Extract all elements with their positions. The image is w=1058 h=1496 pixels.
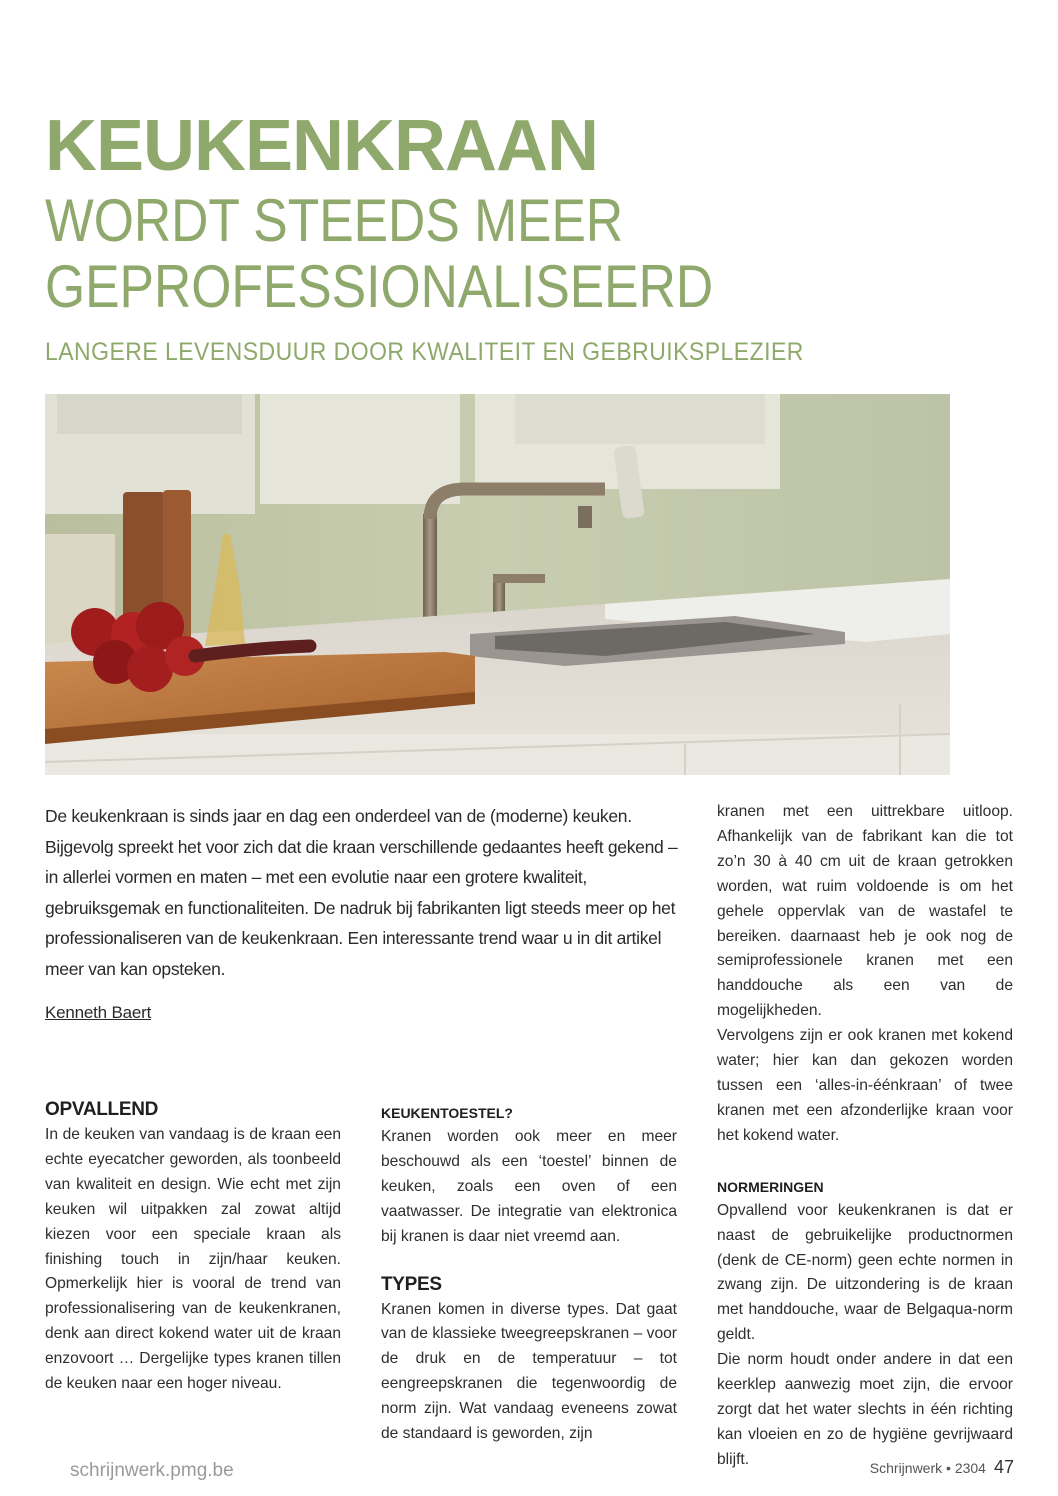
body-keukentoestel: Kranen worden ook meer en meer beschouwd als een ‘toestel’ binnen de keuken, zoals een oven of een vaatwasser. De integratie van elektronica bij kranen is daar niet vreemd aan. <box>381 1128 677 1245</box>
heading-normeringen: NORMERINGEN <box>717 1178 824 1195</box>
heading-opvallend: OPVALLEND <box>45 1099 159 1120</box>
article-title: KEUKENKRAAN <box>45 106 599 186</box>
heading-keukentoestel: KEUKENTOESTEL? <box>381 1105 513 1121</box>
kitchen-faucet-photo <box>45 394 950 775</box>
body-normeringen-2: Die norm houdt onder andere in dat een keerklep aanwezig moet zijn, die ervoor zorgt dat het water slechts in één richting kan vloeien en zo de hygiëne gevrijwaard blijft. <box>717 1351 1013 1468</box>
intro-paragraph: De keukenkraan is sinds jaar en dag een onderdeel van de (moderne) keuken. Bijgevolg spreekt het voor zich dat die kraan verschillende gedaantes heeft gekend – in allerlei vormen en maten – met een evolutie naar een grotere kwaliteit, gebruiksgemak en functionaliteiten. De nadruk bij fabrikanten ligt steeds meer op het professionaliseren van de keukenkraan. Een interessante trend waar u in dit artikel meer van kan opsteken. <box>45 806 678 979</box>
author-byline: Kenneth Baert <box>45 1003 152 1022</box>
article-kicker: LANGERE LEVENSDUUR DOOR KWALITEIT EN GEBRUIKSPLEZIER <box>45 338 804 366</box>
magazine-issue: Schrijnwerk • 2304 <box>869 1460 986 1476</box>
footer-website-link[interactable]: schrijnwerk.pmg.be <box>70 1460 234 1481</box>
kitchen-illustration <box>45 394 950 775</box>
article-subtitle <box>45 188 713 320</box>
column-3 <box>717 800 1013 1473</box>
body-continued-2: Vervolgens zijn er ook kranen met kokend water; hier kan dan gekozen worden tussen een ‘alles-in-éénkraan’ of twee kranen met een afzonderlijke kraan voor het kokend water. <box>717 1027 1013 1144</box>
body-continued-1: kranen met een uittrekbare uitloop. Afhankelijk van de fabrikant kan die tot zo’n 30 à 40 cm uit de kraan getrokken worden, wat ruim voldoende is om het gehele oppervlak van de wastafel te bereiken. daarnaast heb je ook nog de semiprofessionele kranen met een handdouche als een van de mogelijkheden. <box>717 803 1013 1020</box>
footer-issue <box>870 1457 1014 1478</box>
heading-types: TYPES <box>381 1273 442 1295</box>
body-opvallend: In de keuken van vandaag is de kraan een echte eyecatcher geworden, als toonbeeld van kwaliteit en design. Wie echt met zijn keuken wil uitpakken zal zowat altijd kiezen voor een speciale kraan als finishing touch in zijn/haar keuken. Opmerkelijk hier is vooral de trend van professionalisering van de keukenkranen, denk aan direct kokend water uit de kraan enzovoort … Dergelijke types kranen tillen de keuken naar een hoger niveau. <box>45 1126 341 1393</box>
subtitle-line-1: WORDT STEEDS MEER <box>45 187 624 254</box>
body-types: Kranen komen in diverse types. Dat gaat van de klassieke tweegreepskranen – voor de druk en de temperatuur – tot eengreepskranen die tegenwoordig de norm zijn. Wat vandaag eveneens zowat de standaard is geworden, zijn <box>381 1300 677 1443</box>
subtitle-line-2: GEPROFESSIONALISEERD <box>45 253 714 320</box>
body-normeringen-1: Opvallend voor keukenkranen is dat er naast de gebruikelijke productnormen (denk de CE-norm) geen echte normen in zwang zijn. De uitzondering is de kraan met handdouche, waar de Belgaqua-norm geldt. <box>717 1201 1013 1344</box>
page-number: 47 <box>993 1457 1014 1477</box>
column-2 <box>381 1097 677 1447</box>
column-1 <box>45 1097 341 1397</box>
